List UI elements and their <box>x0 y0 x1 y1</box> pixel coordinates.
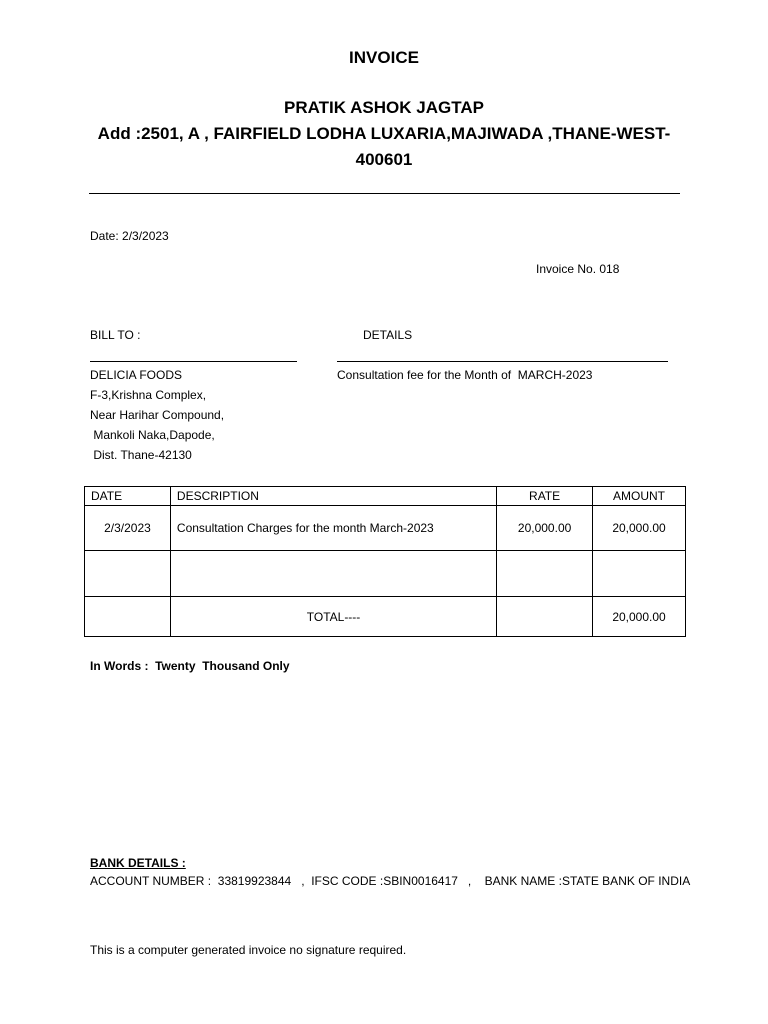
issuer-address-line1: Add :2501, A , FAIRFIELD LODHA LUXARIA,MAJIWADA ,THANE-WEST- <box>97 124 671 143</box>
bill-to-line: DELICIA FOODS <box>90 368 183 382</box>
table-row-empty <box>85 551 686 597</box>
table-header-row <box>85 487 686 506</box>
total-label: TOTAL---- <box>170 597 496 637</box>
header-description: DESCRIPTION <box>170 487 496 506</box>
issuer-name: PRATIK ASHOK JAGTAP <box>284 98 484 117</box>
bank-details-line: ACCOUNT NUMBER : 33819923844 , IFSC CODE :SBIN0016417 , BANK NAME :STATE BANK OF INDIA <box>90 874 691 888</box>
empty-cell <box>497 597 593 637</box>
header-date: DATE <box>85 487 171 506</box>
total-amount: 20,000.00 <box>593 597 686 637</box>
empty-cell <box>85 597 171 637</box>
amount-in-words: In Words : Twenty Thousand Only <box>90 659 290 673</box>
bill-to-line: Mankoli Naka,Dapode, <box>90 428 215 442</box>
invoice-title: INVOICE <box>349 48 419 67</box>
invoice-date: Date: 2/3/2023 <box>90 229 169 243</box>
row-amount: 20,000.00 <box>593 506 686 551</box>
header-amount: AMOUNT <box>593 487 686 506</box>
details-text: Consultation fee for the Month of MARCH-2023 <box>337 368 593 382</box>
header-divider <box>89 193 680 194</box>
bill-to-line: F-3,Krishna Complex, <box>90 388 207 402</box>
empty-cell <box>170 551 496 597</box>
footer-note: This is a computer generated invoice no signature required. <box>90 943 407 957</box>
empty-cell <box>497 551 593 597</box>
row-date: 2/3/2023 <box>85 506 171 551</box>
row-description: Consultation Charges for the month March-2023 <box>170 506 496 551</box>
bill-to-label: BILL TO : <box>90 328 141 342</box>
details-label: DETAILS <box>363 328 413 342</box>
empty-cell <box>85 551 171 597</box>
table-total-row <box>85 597 686 637</box>
header-rate: RATE <box>497 487 593 506</box>
row-rate: 20,000.00 <box>497 506 593 551</box>
details-underline <box>337 361 668 362</box>
issuer-address-line2: 400601 <box>355 150 413 169</box>
bill-to-line: Dist. Thane-42130 <box>90 448 192 462</box>
table-row <box>85 506 686 551</box>
invoice-number: Invoice No. 018 <box>536 262 620 276</box>
bill-to-underline <box>90 361 297 362</box>
bill-to-line: Near Harihar Compound, <box>90 408 225 422</box>
empty-cell <box>593 551 686 597</box>
bank-details-heading: BANK DETAILS : <box>90 856 186 870</box>
invoice-items-table <box>84 486 686 637</box>
